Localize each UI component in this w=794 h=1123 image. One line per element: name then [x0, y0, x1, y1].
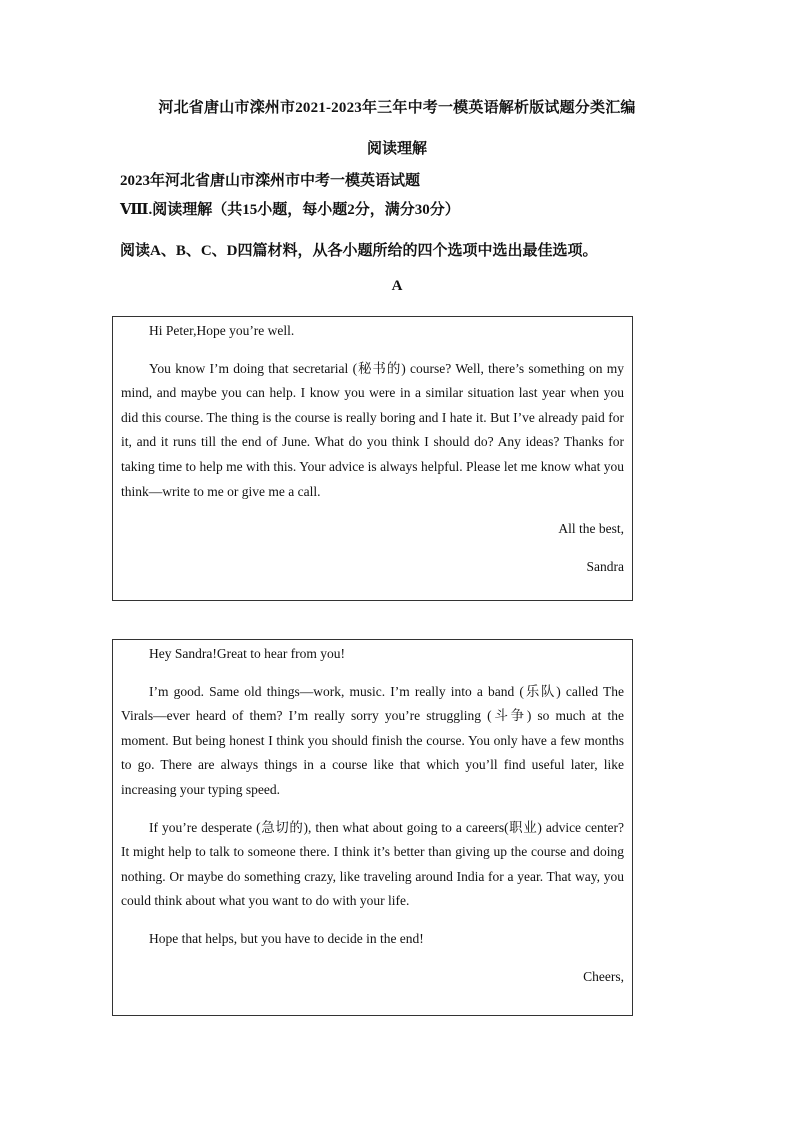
- letter-2-paragraph: I’m good. Same old things—work, music. I’m really into a band (乐队) called The Virals—ever heard of them? I’m really sorry you’re struggling (斗争) so much at the moment. But being honest I think you should finish the course. You only have a few months to go. There are always things in a course like that which you’ll find useful later, like increasing your typing speed.: [121, 683, 624, 797]
- passage-label: A: [391, 278, 403, 294]
- instruction-text: 阅读A、B、C、D四篇材料，从各小题所给的四个选项中选出最佳选项。: [120, 243, 598, 259]
- letter-1-greeting: Hi Peter,Hope you’re well.: [149, 323, 295, 338]
- letter-1-closing: All the best,: [558, 521, 624, 537]
- letter-1-signature: Sandra: [586, 558, 624, 574]
- letter-2-paragraph: If you’re desperate (急切的), then what about going to a careers(职业) advice center? It might help to talk to someone there. I think it’s better than giving up the course and doing nothing. Or maybe do something crazy, like traveling around India for a year. That way, you could think about what you want to do with your life.: [121, 819, 624, 909]
- letter-2-paragraph: Hope that helps, but you have to decide in the end!: [149, 930, 424, 946]
- letter-box-2: [112, 639, 633, 1016]
- letter-box-1: [112, 316, 633, 601]
- letter-2-greeting: Hey Sandra!Great to hear from you!: [149, 646, 346, 661]
- document-title: 河北省唐山市滦州市2021-2023年三年中考一模英语解析版试题分类汇编: [158, 100, 636, 116]
- section-title: 阅读理解: [366, 141, 427, 157]
- exam-title: 2023年河北省唐山市滦州市中考一模英语试题: [120, 173, 421, 189]
- part-title: Ⅷ.阅读理解（共15小题，每小题2分，满分30分）: [120, 202, 460, 218]
- letter-2-closing: Cheers,: [583, 968, 624, 984]
- letter-1-paragraph: You know I’m doing that secretarial (秘书的) course? Well, there’s something on my mind, and maybe you can help. I know you were in a similar situation last year when you did this course. The thing is the course is really boring and I hate it. But I’ve already paid for it, and it runs till the end of June. What do you think I should do? Any ideas? Thanks for taking time to help me with this. Your advice is always helpful. Please let me know what you think—write to me or give me a call.: [121, 360, 624, 499]
